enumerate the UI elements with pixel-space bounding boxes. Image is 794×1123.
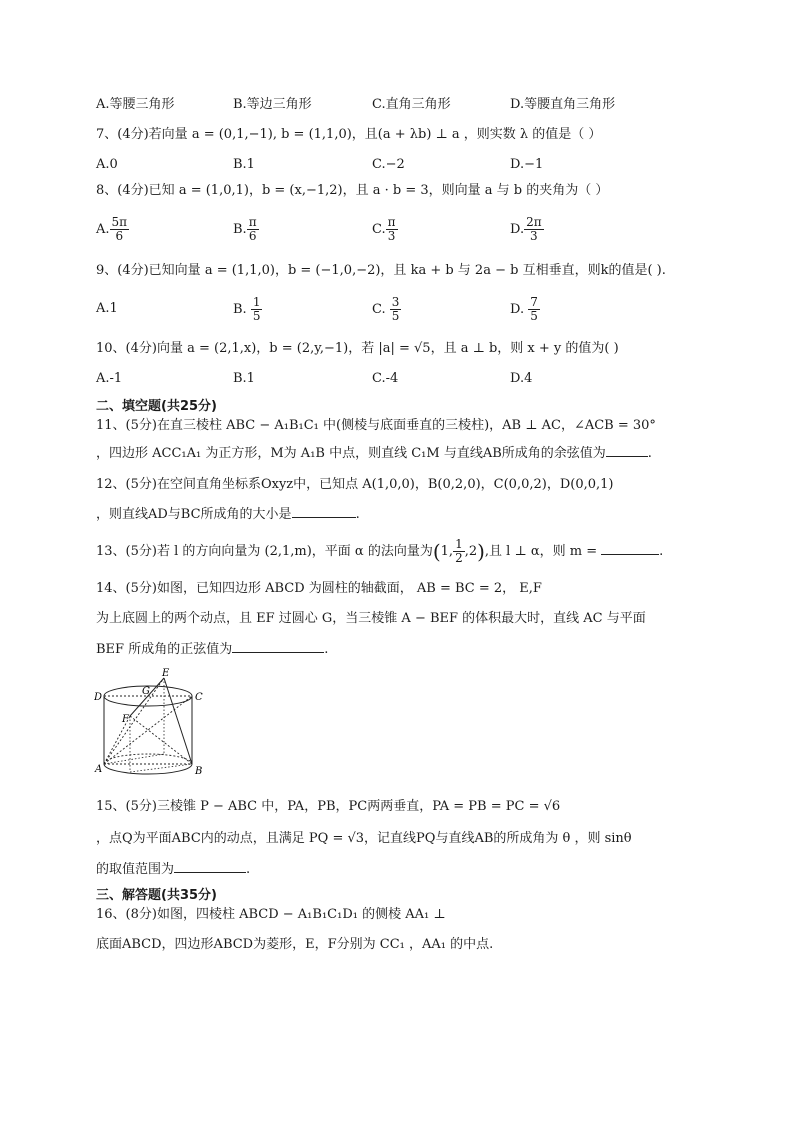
q12-period: . [355, 507, 360, 522]
q10-stem: 10、(4分)向量 a = (2,1,x)，b = (2,y,−1)，若 |a| = √5，且 a ⊥ b，则 x + y 的值为( ) [96, 341, 619, 356]
q12-line-1: 12、(5分)在空间直角坐标系Oxyz中，已知点 A(1,0,0)，B(0,2,0)，C(0,0,2)，D(0,0,1) [96, 477, 614, 492]
q15-line-2: ，点Q为平面ABC内的动点，且满足 PQ = √3，记直线PQ与直线AB的所成角为 θ ，则 sinθ [96, 831, 632, 846]
q8-option-b [233, 216, 259, 243]
q14-line-3-text: BEF 所成角的正弦值为 [96, 642, 233, 657]
numerator: π [387, 215, 396, 229]
q11-line-2 [96, 444, 652, 463]
q6-option-b: B.等边三角形 [233, 97, 312, 112]
q12-line-2-text: ，则直线AD与BC所成角的大小是 [96, 507, 292, 522]
q8-option-d [510, 216, 544, 243]
q10-option-a: A.-1 [96, 371, 123, 386]
q9-option-c-fraction [390, 296, 402, 323]
q7-option-d: D.−1 [510, 157, 544, 172]
q7-option-a: A.0 [96, 157, 118, 172]
q14-line-2: 为上底圆上的两个动点，且 EF 过圆心 G，当三棱锥 A − BEF 的体积最大时，直线 AC 与平面 [96, 611, 646, 626]
q9-option-b-label: B. [233, 302, 251, 317]
q16-line-1: 16、(8分)如图，四棱柱 ABCD − A₁B₁C₁D₁ 的侧棱 AA₁ ⊥ [96, 907, 446, 922]
q13-period: . [659, 544, 664, 559]
q13-paren-right: ) [477, 539, 485, 564]
numerator: 3 [391, 295, 400, 309]
segment-ae [104, 678, 164, 764]
q8-option-b-label: B. [233, 222, 247, 237]
figure-label-c: C [195, 692, 203, 703]
q11-line-2-text: ，四边形 ACC₁A₁ 为正方形，M为 A₁B 中点，则直线 C₁M 与直线AB所成角的余弦值为 [96, 446, 606, 461]
denominator: 2 [455, 551, 463, 565]
segment-eb [164, 678, 192, 764]
denominator: 5 [530, 309, 538, 323]
q11-answer-blank[interactable] [606, 444, 648, 457]
q8-option-b-fraction [247, 216, 259, 243]
q10-option-d: D.4 [510, 371, 533, 386]
q13-text-post: ,且 l ⊥ α，则 m = [484, 544, 598, 559]
q8-option-d-fraction [524, 216, 544, 243]
q8-option-d-label: D. [510, 222, 525, 237]
denominator: 6 [115, 229, 124, 243]
q13-vec-right: ,2 [464, 544, 478, 559]
q7-option-c: C.−2 [372, 157, 405, 172]
numerator: 2π [526, 215, 542, 229]
figure-label-e: E [162, 668, 170, 679]
q14-line-3 [96, 640, 328, 659]
q13-vec-left: 1, [440, 544, 454, 559]
section-fill-in-title: 二、填空题(共25分) [96, 399, 217, 414]
q15-answer-blank[interactable] [174, 860, 246, 873]
q15-line-3-text: 的取值范围为 [96, 862, 175, 877]
q6-option-d: D.等腰直角三角形 [510, 97, 616, 112]
figure-label-g: G [142, 686, 150, 697]
denominator: 3 [530, 229, 538, 243]
q8-option-a [96, 216, 129, 243]
figure-label-d: D [94, 692, 103, 703]
denominator: 5 [252, 309, 261, 323]
figure-label-b: B [195, 766, 203, 777]
numerator: 1 [252, 295, 261, 309]
figure-label-f: F [122, 714, 129, 725]
q9-option-d-fraction [528, 296, 540, 323]
q9-option-c-label: C. [372, 302, 390, 317]
q13-answer-blank[interactable] [601, 542, 659, 555]
denominator: 3 [387, 229, 396, 243]
q15-line-3 [96, 860, 250, 879]
q13-line [96, 538, 663, 565]
q15-line-1: 15、(5分)三棱锥 P − ABC 中，PA，PB，PC两两垂直，PA = PB = PC = √6 [96, 799, 561, 814]
q6-option-c: C.直角三角形 [372, 97, 451, 112]
q9-option-d [510, 296, 540, 323]
segment-ef [130, 678, 164, 716]
q9-option-b-fraction [251, 296, 263, 323]
q8-stem: 8、(4分)已知 a = (1,0,1)，b = (x,−1,2)，且 a · b = 3，则向量 a 与 b 的夹角为（ ） [96, 183, 609, 198]
segment-base-1 [130, 764, 192, 772]
q10-option-c: C.-4 [372, 371, 399, 386]
q9-option-d-label: D. [510, 302, 529, 317]
q8-option-c [372, 216, 398, 243]
section-solution-title: 三、解答题(共35分) [96, 888, 217, 903]
q8-option-a-label: A. [96, 222, 110, 237]
q11-period: . [647, 446, 652, 461]
q13-paren-left: ( [432, 539, 441, 564]
q14-period: . [324, 642, 329, 657]
q13-vec-fraction [453, 538, 465, 565]
q8-option-a-fraction [110, 216, 130, 243]
q14-line-1: 14、(5分)如图，已知四边形 ABCD 为圆柱的轴截面， AB = BC = 2， E,F [96, 581, 542, 596]
denominator: 5 [391, 309, 400, 323]
segment-base-2 [104, 754, 164, 764]
q10-option-b: B.1 [233, 371, 255, 386]
q8-option-c-label: C. [372, 222, 386, 237]
q14-answer-blank[interactable] [232, 640, 324, 653]
q11-line-1: 11、(5分)在直三棱柱 ABC − A₁B₁C₁ 中(侧棱与底面垂直的三棱柱)，AB ⊥ AC，∠ACB = 30° [96, 418, 656, 433]
q9-option-c [372, 296, 401, 323]
q15-period: . [246, 862, 251, 877]
figure-label-a: A [95, 764, 103, 775]
q7-stem: 7、(4分)若向量 a = (0,1,−1), b = (1,1,0)，且(a + λb) ⊥ a ，则实数 λ 的值是（ ） [96, 127, 602, 142]
q6-option-a: A.等腰三角形 [96, 97, 175, 112]
q12-answer-blank[interactable] [292, 505, 356, 518]
numerator: 1 [455, 537, 463, 551]
segment-fb [130, 716, 192, 764]
q9-stem: 9、(4分)已知向量 a = (1,1,0)，b = (−1,0,−2)，且 ka + b 与 2a − b 互相垂直，则k的值是( ). [96, 263, 666, 278]
numerator: 7 [530, 295, 538, 309]
q12-line-2 [96, 505, 360, 524]
numerator: π [248, 215, 257, 229]
q16-line-2: 底面ABCD，四边形ABCD为菱形，E，F分别为 CC₁ ，AA₁ 的中点. [96, 937, 494, 952]
q7-option-b: B.1 [233, 157, 255, 172]
q9-option-b [233, 296, 262, 323]
q13-text-pre: 13、(5分)若 l 的方向向量为 (2,1,m)，平面 α 的法向量为 [96, 544, 433, 559]
q9-option-a: A.1 [96, 301, 118, 316]
q8-option-c-fraction [386, 216, 398, 243]
cylinder-figure [94, 668, 214, 783]
bottom-ellipse-back [104, 754, 192, 764]
numerator: 5π [111, 215, 128, 229]
denominator: 6 [248, 229, 257, 243]
